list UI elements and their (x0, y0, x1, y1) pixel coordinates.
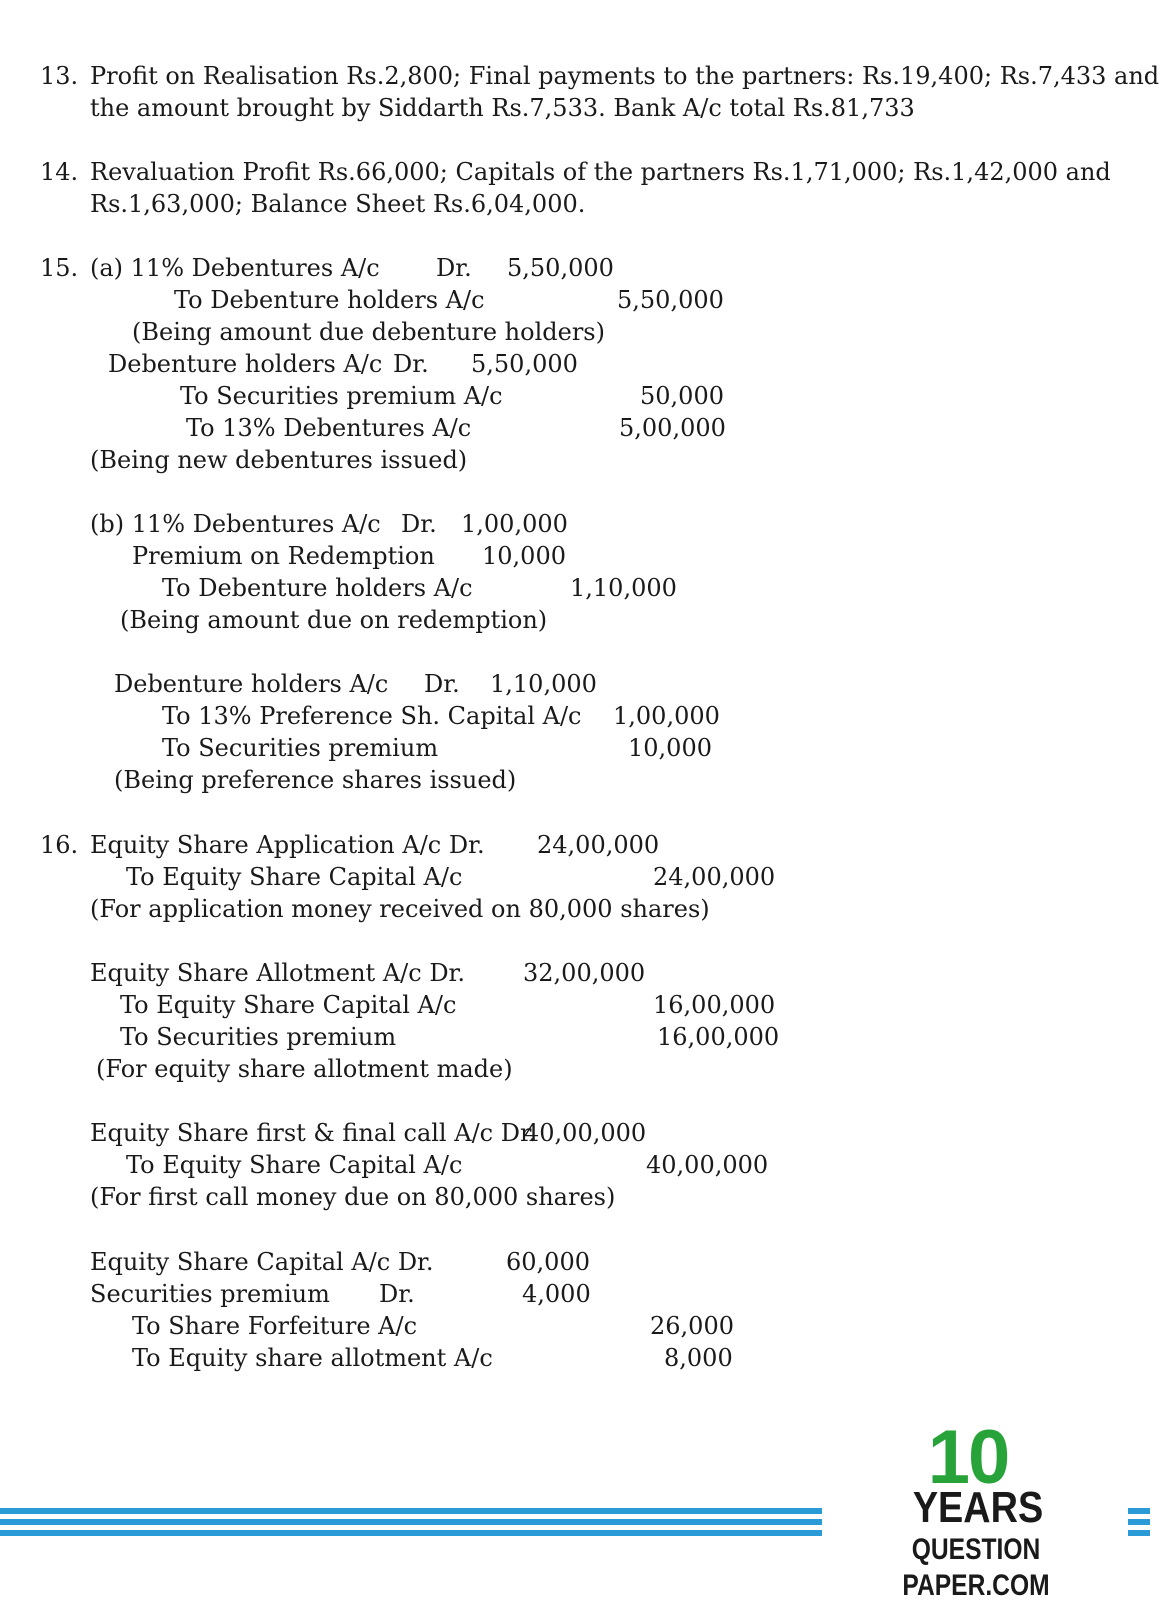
q15b-entry1-debit-1: (b) 11% Debentures A/c (90, 510, 381, 538)
q15b-entry2-credit-2-amount: 10,000 (628, 734, 712, 762)
footer-stripe-left-2 (0, 1519, 822, 1525)
q16-entry3-credit-amount: 40,00,000 (646, 1151, 769, 1179)
logo-site-name: QUESTION PAPER.COM (902, 1533, 1050, 1602)
q16-entry1-credit-amount: 24,00,000 (653, 863, 776, 891)
q15a-entry2-credit-2-amount: 5,00,000 (619, 414, 726, 442)
q16-entry2-credit-2: To Securities premium (120, 1023, 397, 1051)
q15a-entry2-credit-1-amount: 50,000 (640, 382, 724, 410)
q16-entry4-debit-1-amount: 60,000 (506, 1248, 590, 1276)
q16-entry3-narration: (For first call money due on 80,000 shares) (90, 1183, 616, 1211)
q13-answer-line-2: the amount brought by Siddarth Rs.7,533. Bank A/c total Rs.81,733 (90, 94, 915, 122)
q15a-entry2-credit-2: To 13% Debentures A/c (186, 414, 472, 442)
footer-stripe-right-2 (1128, 1519, 1150, 1525)
q15-number: 15. (40, 254, 79, 282)
q15b-entry1-narration: (Being amount due on redemption) (120, 606, 548, 634)
q15b-entry2-debit-amount: 1,10,000 (490, 670, 597, 698)
q13-answer-line-1: Profit on Realisation Rs.2,800; Final payments to the partners: Rs.19,400; Rs.7,433 and (90, 62, 1160, 90)
q16-entry3-debit: Equity Share first & final call A/c Dr. (90, 1119, 537, 1147)
q16-entry4-debit-1: Equity Share Capital A/c Dr. (90, 1248, 434, 1276)
q16-entry2-credit-1: To Equity Share Capital A/c (120, 991, 457, 1019)
q14-number: 14. (40, 158, 79, 186)
q15a-entry2-debit-amount: 5,50,000 (471, 350, 578, 378)
q15a-entry1-dr: Dr. (436, 254, 472, 282)
q15b-entry1-dr: Dr. (401, 510, 437, 538)
q15b-entry1-debit-2: Premium on Redemption (132, 542, 435, 570)
q16-number: 16. (40, 831, 79, 859)
q15b-entry1-credit: To Debenture holders A/c (162, 574, 473, 602)
q16-entry2-debit: Equity Share Allotment A/c Dr. (90, 959, 466, 987)
q16-entry1-credit: To Equity Share Capital A/c (126, 863, 463, 891)
q15a-entry2-narration: (Being new debentures issued) (90, 446, 468, 474)
logo-years: YEARS (912, 1483, 1044, 1532)
q16-entry4-debit-2: Securities premium (90, 1280, 330, 1308)
q16-entry2-narration: (For equity share allotment made) (96, 1055, 513, 1083)
q15b-entry1-debit-1-amount: 1,00,000 (461, 510, 568, 538)
q16-entry3-credit: To Equity Share Capital A/c (126, 1151, 463, 1179)
q15b-entry2-credit-1: To 13% Preference Sh. Capital A/c (162, 702, 582, 730)
q15b-entry2-credit-1-amount: 1,00,000 (613, 702, 720, 730)
q16-entry2-credit-1-amount: 16,00,000 (653, 991, 776, 1019)
q16-entry4-debit-2-amount: 4,000 (522, 1280, 591, 1308)
q16-entry4-credit-2-amount: 8,000 (664, 1344, 733, 1372)
q16-entry2-debit-amount: 32,00,000 (523, 959, 646, 987)
logo-ten: 10 (927, 1415, 1009, 1500)
footer-stripe-right-3 (1128, 1530, 1150, 1536)
q15b-entry2-dr: Dr. (424, 670, 460, 698)
q15a-entry2-dr: Dr. (393, 350, 429, 378)
q14-answer-line-2: Rs.1,63,000; Balance Sheet Rs.6,04,000. (90, 190, 586, 218)
q16-entry4-credit-2: To Equity share allotment A/c (132, 1344, 493, 1372)
q15a-entry1-credit-amount: 5,50,000 (617, 286, 724, 314)
q15a-entry1-debit-amount: 5,50,000 (507, 254, 614, 282)
q16-entry3-debit-amount: 40,00,000 (524, 1119, 647, 1147)
q15b-entry2-narration: (Being preference shares issued) (114, 766, 517, 794)
q16-entry4-dr: Dr. (379, 1280, 415, 1308)
q15b-entry1-debit-2-amount: 10,000 (482, 542, 566, 570)
footer-stripe-left-3 (0, 1530, 822, 1536)
q13-number: 13. (40, 62, 79, 90)
q14-answer-line-1: Revaluation Profit Rs.66,000; Capitals of the partners Rs.1,71,000; Rs.1,42,000 and (90, 158, 1111, 186)
q16-entry1-debit-amount: 24,00,000 (537, 831, 660, 859)
q15b-entry2-credit-2: To Securities premium (162, 734, 439, 762)
footer-stripe-left-1 (0, 1508, 822, 1514)
q16-entry1-debit: Equity Share Application A/c Dr. (90, 831, 485, 859)
q15b-entry2-debit: Debenture holders A/c (114, 670, 389, 698)
q16-entry1-narration: (For application money received on 80,000 shares) (90, 895, 710, 923)
q15a-entry2-credit-1: To Securities premium A/c (180, 382, 503, 410)
q16-entry4-credit-1: To Share Forfeiture A/c (132, 1312, 418, 1340)
q15a-entry1-debit: (a) 11% Debentures A/c (90, 254, 380, 282)
q15a-entry2-debit: Debenture holders A/c (108, 350, 383, 378)
q15a-entry1-credit: To Debenture holders A/c (174, 286, 485, 314)
q16-entry2-credit-2-amount: 16,00,000 (657, 1023, 780, 1051)
q16-entry4-credit-1-amount: 26,000 (650, 1312, 734, 1340)
q15a-entry1-narration: (Being amount due debenture holders) (132, 318, 605, 346)
q15b-entry1-credit-amount: 1,10,000 (570, 574, 677, 602)
footer-stripe-right-1 (1128, 1508, 1150, 1514)
